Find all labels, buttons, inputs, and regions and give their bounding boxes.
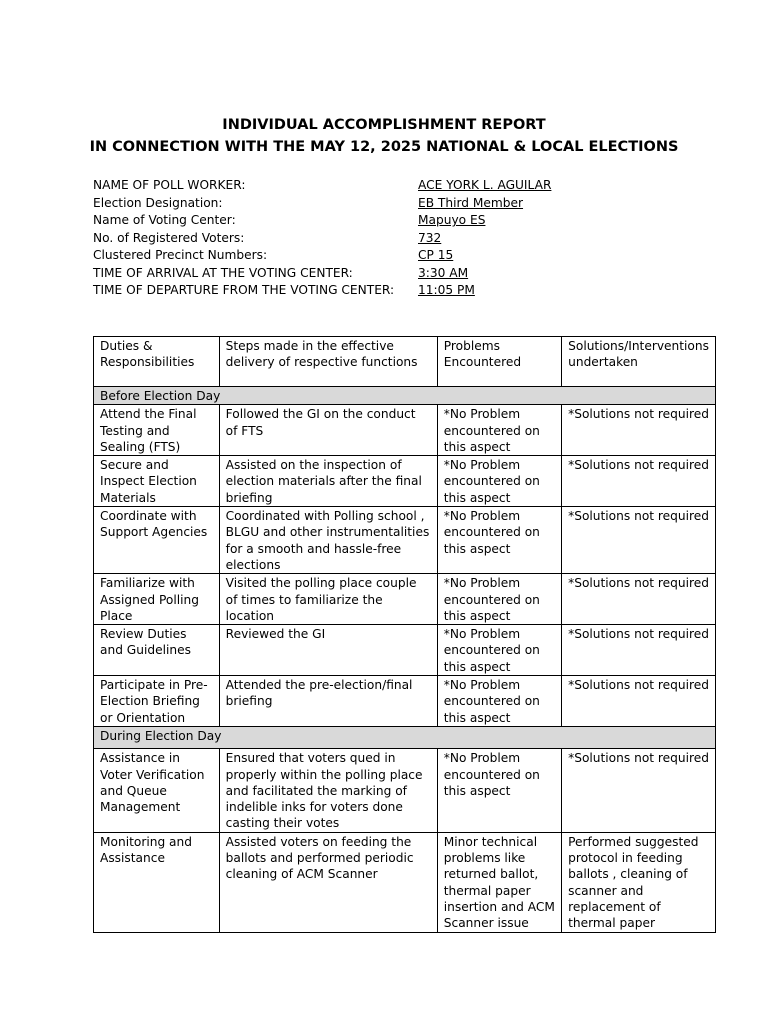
section-row [94, 726, 716, 748]
table-cell: *Solutions not required [562, 405, 716, 456]
table-row [94, 507, 716, 574]
table-cell: Assistance in Voter Verification and Queue Management [94, 749, 220, 832]
section-label: Before Election Day [94, 387, 716, 405]
header-cell: Steps made in the effective delivery of respective functions [219, 337, 437, 387]
info-label: Election Designation: [93, 195, 223, 210]
poll-worker-info [93, 178, 693, 301]
info-label: TIME OF ARRIVAL AT THE VOTING CENTER: [93, 265, 353, 280]
info-value: CP 15 [418, 248, 454, 262]
table-row [94, 676, 716, 727]
table-cell: *Solutions not required [562, 625, 716, 676]
info-label: Name of Voting Center: [93, 213, 236, 227]
info-value: 11:05 PM [418, 283, 475, 297]
table-cell: *No Problem encountered on this aspect [437, 676, 561, 727]
table-row [94, 574, 716, 625]
table-header-row [94, 337, 716, 387]
table-row [94, 405, 716, 456]
info-row-departure [93, 283, 693, 301]
table-row [94, 625, 716, 676]
info-row-designation [93, 196, 693, 214]
table-cell: *No Problem encountered on this aspect [437, 405, 561, 456]
table-cell: Followed the GI on the conduct of FTS [219, 405, 437, 456]
info-row-voting-center [93, 213, 693, 231]
info-value: 732 [418, 230, 442, 245]
header-cell: Solutions/Interventions undertaken [562, 337, 716, 387]
report-subtitle: IN CONNECTION WITH THE MAY 12, 2025 NATIONAL & LOCAL ELECTIONS [89, 139, 679, 155]
info-row-poll-worker [93, 178, 693, 196]
table-row [94, 749, 716, 832]
table-cell: Reviewed the GI [219, 625, 437, 676]
table-cell: *No Problem encountered on this aspect [437, 749, 561, 832]
table-cell: *No Problem encountered on this aspect [437, 625, 561, 676]
table-cell: *No Problem encountered on this aspect [437, 507, 561, 574]
table-cell: Assisted voters on feeding the ballots and performed periodic cleaning of ACM Scanner [219, 832, 437, 932]
report-title: INDIVIDUAL ACCOMPLISHMENT REPORT [222, 117, 546, 133]
info-label: NAME OF POLL WORKER: [93, 178, 246, 192]
table-cell: Attended the pre-election/final briefing [219, 676, 437, 727]
table-cell: Visited the polling place couple of times to familiarize the location [219, 574, 437, 625]
info-value: 3:30 AM [418, 265, 469, 280]
table-cell: Monitoring and Assistance [94, 832, 220, 932]
table-cell: *Solutions not required [562, 749, 716, 832]
info-row-precinct [93, 248, 693, 266]
table-cell: *Solutions not required [562, 507, 716, 574]
section-row [94, 387, 716, 405]
table-cell: Assisted on the inspection of election materials after the final briefing [219, 456, 437, 507]
table-cell: *Solutions not required [562, 456, 716, 507]
table-cell: Minor technical problems like returned ballot, thermal paper insertion and ACM Scanner issue [437, 832, 561, 932]
table-cell: Performed suggested protocol in feeding ballots , cleaning of scanner and replacement of thermal paper [562, 832, 716, 932]
table-cell: Ensured that voters qued in properly within the polling place and facilitated the marking of indelible inks for voters done casting their votes [219, 749, 437, 832]
table-cell: Coordinate with Support Agencies [94, 507, 220, 574]
table-cell: *No Problem encountered on this aspect [437, 574, 561, 625]
section-label: During Election Day [94, 726, 716, 748]
info-label: Clustered Precinct Numbers: [93, 248, 268, 262]
info-value: Mapuyo ES [418, 213, 486, 227]
info-value: ACE YORK L. AGUILAR [418, 178, 552, 192]
table-row [94, 456, 716, 507]
table-cell: Review Duties and Guidelines [94, 625, 220, 676]
table-cell: *No Problem encountered on this aspect [437, 456, 561, 507]
table-cell: *Solutions not required [562, 676, 716, 727]
info-value: EB Third Member [418, 195, 524, 210]
header-cell: Problems Encountered [437, 337, 561, 387]
table-cell: Attend the Final Testing and Sealing (FTS) [94, 405, 220, 456]
info-label: TIME OF DEPARTURE FROM THE VOTING CENTER: [93, 283, 395, 297]
accomplishment-table [93, 336, 716, 933]
table-cell: Familiarize with Assigned Polling Place [94, 574, 220, 625]
table-row [94, 832, 716, 932]
table-cell: Coordinated with Polling school , BLGU and other instrumentalities for a smooth and hassle-free elections [219, 507, 437, 574]
table-cell: Participate in Pre-Election Briefing or Orientation [94, 676, 220, 727]
info-label: No. of Registered Voters: [93, 230, 245, 245]
info-row-arrival [93, 266, 693, 284]
table-cell: Secure and Inspect Election Materials [94, 456, 220, 507]
header-cell: Duties & Responsibilities [94, 337, 220, 387]
info-row-registered-voters [93, 231, 693, 249]
table-cell: *Solutions not required [562, 574, 716, 625]
